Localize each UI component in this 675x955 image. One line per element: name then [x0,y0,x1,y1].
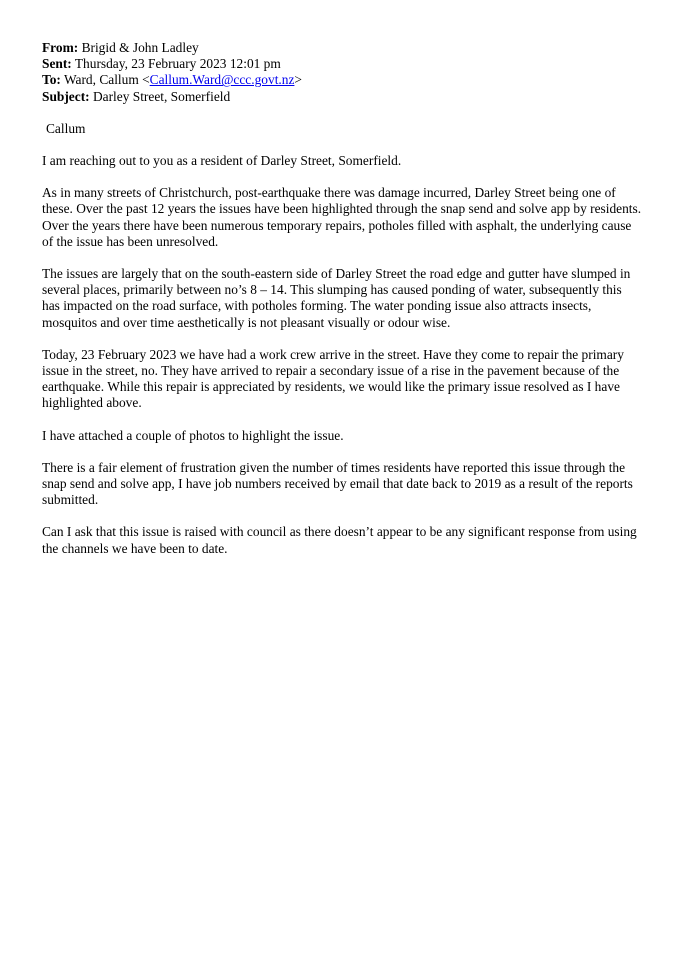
from-value: Brigid & John Ladley [81,40,199,55]
to-close: > [294,72,302,88]
body-paragraph: I am reaching out to you as a resident of Darley Street, Somerfield. [42,153,402,169]
body-paragraph: Can I ask that this issue is raised with council as there doesn’t appear to be any significant response from using the channels we have been to date. [42,524,637,556]
from-label: From: [42,40,79,55]
email-header [42,40,642,105]
body-paragraph: Today, 23 February 2023 we have had a work crew arrive in the street. Have they come to repair the primary issue in the street, no. They have arrived to repair a secondary issue of a rise in the pavement because of the earthquake. While this repair is appreciated by residents, we would like the primary issue resolved as I have highlighted above. [42,346,624,411]
subject-label: Subject: [42,88,90,104]
body-paragraph: There is a fair element of frustration given the number of times residents have reported this issue through the snap send and solve app, I have job numbers received by email that date back to 2019 as a result of the reports submitted. [42,459,633,508]
sent-value: Thursday, 23 February 2023 12:01 pm [74,56,281,72]
sent-line [42,56,642,72]
email-body [42,121,642,557]
to-label: To: [42,72,61,88]
email-document [42,40,642,557]
body-paragraph: I have attached a couple of photos to highlight the issue. [42,427,344,443]
sent-label: Sent: [42,56,72,72]
greeting: Callum [46,120,86,136]
recipient-email-link[interactable]: Callum.Ward@ccc.govt.nz [149,72,295,88]
body-paragraph: The issues are largely that on the south-eastern side of Darley Street the road edge and gutter have slumped in several places, primarily between no’s 8 – 14. This slumping has caused ponding of water, subsequently this has impacted on the road surface, with potholes forming. The water ponding issue also attracts insects, mosquitos and over time aesthetically is not pleasant visually or odour wise. [42,266,631,330]
to-line [42,72,642,88]
subject-value: Darley Street, Somerfield [92,88,231,104]
subject-line [42,89,642,105]
body-paragraph: As in many streets of Christchurch, post-earthquake there was damage incurred, Darley Street being one of these. Over the past 12 years the issues have been highlighted through the snap send and solve app by residents. Over the years there have been numerous temporary repairs, potholes filled with asphalt, the underlying cause of the issue has been unresolved. [42,185,642,249]
to-name: Ward, Callum < [63,72,150,88]
from-line [42,40,642,56]
